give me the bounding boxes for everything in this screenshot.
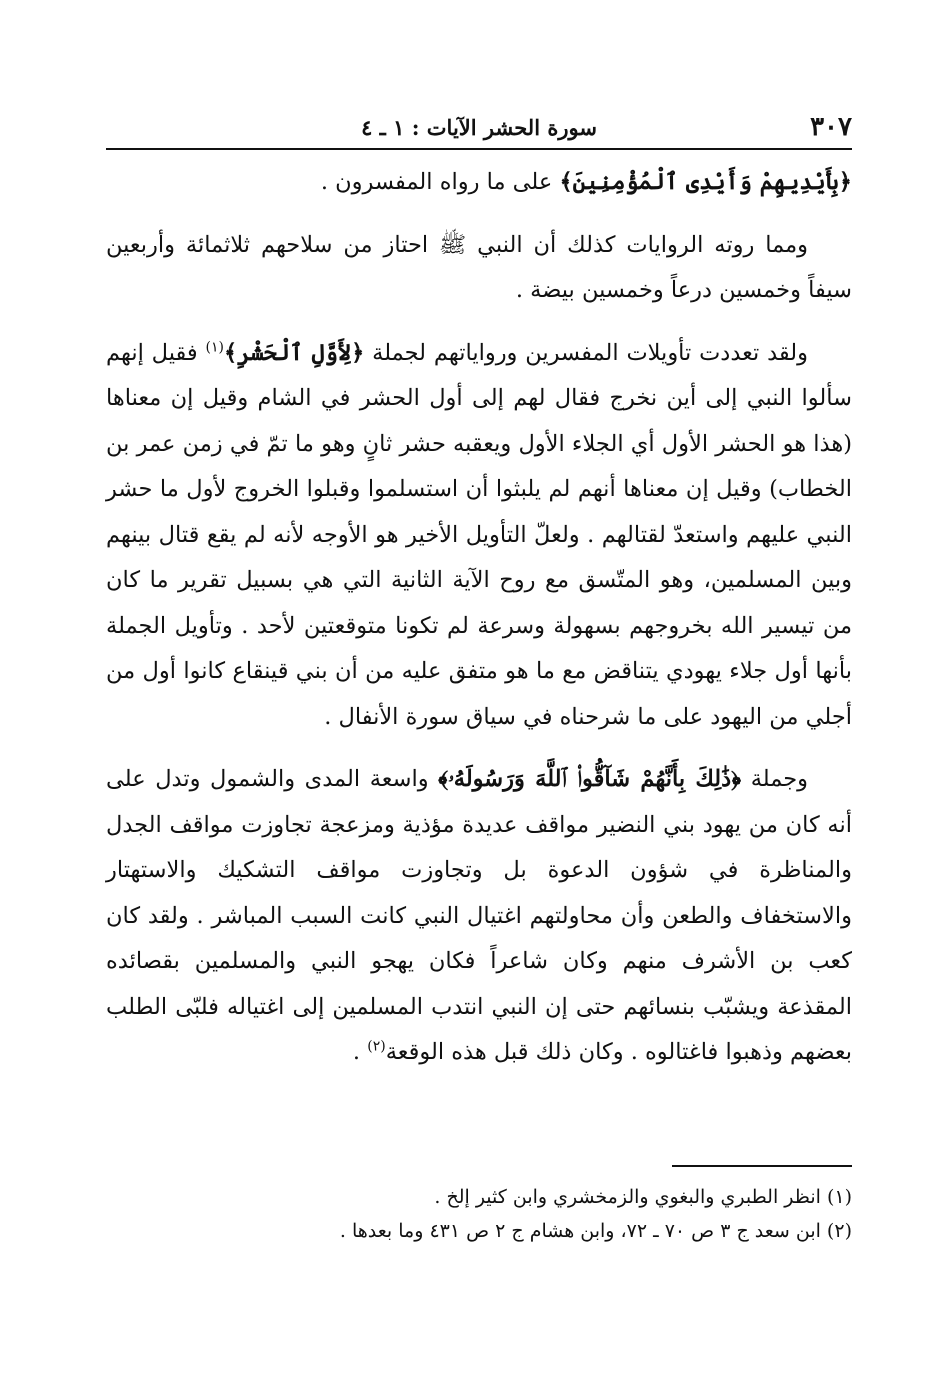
quran-verse: ﴿ذَٰلِكَ بِأَنَّهُمْ شَآقُّوا۟ ٱللَّهَ وَرَسُولَهُۥ﴾ bbox=[438, 766, 742, 792]
paragraph-3 bbox=[106, 331, 852, 741]
paragraph-text: على ما رواه المفسرون . bbox=[320, 169, 553, 195]
footnote-ref-1[interactable]: (١) bbox=[205, 339, 224, 355]
quran-verse: ﴿لِأَوَّلِ ٱلْحَشْرِ﴾ bbox=[223, 339, 365, 366]
paragraph-text: وجملة bbox=[750, 766, 809, 792]
main-text bbox=[106, 160, 852, 1076]
footnotes bbox=[106, 1180, 852, 1248]
paragraph-4 bbox=[106, 757, 852, 1076]
paragraph-text: فقيل إنهم سألوا النبي إلى أين نخرج فقال لهم إلى أول الحشر في الشام وقيل إن معناها (هذا هو الحشر الأول أي الجلاء الأول ويعقبه حشر ثانٍ وهو ما تمّ في زمن عمر بن الخطاب) وقيل إن معناها أنهم لم يلبثوا أن استسلموا وقبلوا الخروج لأول ما حشر النبي عليهم واستعدّ لقتالهم . ولعلّ التأويل الأخير هو الأوجه لأنه لم يقع قتال بينهم وبين المسلمين، وهو المتّسق مع روح الآية الثانية التي هي بسبيل تقرير ما كان من تيسير الله بخروجهم بسهولة وسرعة لم تكونا متوقعتين لأحد . وتأويل الجملة بأنها أول جلاء يهودي يتناقض مع ما هو متفق عليه من أن بني قينقاع كانوا أول من أجلي من اليهود على ما شرحناه في سياق سورة الأنفال . bbox=[106, 339, 852, 730]
paragraph-1 bbox=[106, 160, 852, 206]
quran-verse: ﴿بِأَيْدِيهِمْ وَأَيْدِى ٱلْمُؤْمِنِينَ﴾ bbox=[559, 169, 852, 195]
paragraph-text: واسعة المدى والشمول وتدل على أنه كان من يهود بني النضير مواقف عديدة مؤذية ومزعجة تجاوزت مواقف الجدل والمناظرة في شؤون الدعوة بل وتجاوزت مواقف التشكيك والاستهتار والاستخفاف والطعن وأن محاولتهم اغتيال النبي كانت السبب المباشر . ولقد كان كعب بن الأشرف منهم وكان شاعراً فكان يهجو النبي والمسلمين بقصائده المقذعة ويشبّب بنسائهم حتى إن النبي انتدب المسلمين إلى اغتياله فلبّى الطلب بعضهم وذهبوا فاغتالوه . وكان ذلك قبل هذه الوقعة bbox=[106, 766, 852, 1065]
page-number: ٣٠٧ bbox=[810, 112, 852, 142]
running-title: سورة الحشر الآيات : ١ ـ ٤ bbox=[361, 115, 597, 140]
footnote-ref-2[interactable]: (٢) bbox=[367, 1038, 386, 1055]
page-header bbox=[106, 108, 852, 150]
footnote-1: (١) انظر الطبري والبغوي والزمخشري وابن كثير إلخ . bbox=[434, 1186, 852, 1208]
paragraph-end: . bbox=[352, 1039, 361, 1065]
footnote-separator bbox=[672, 1165, 852, 1167]
paragraph-text: ولقد تعددت تأويلات المفسرين ورواياتهم لجملة bbox=[372, 339, 808, 366]
paragraph-2: ومما روته الروايات كذلك أن النبي ﷺ احتاز من سلاحهم ثلاثمائة وأربعين سيفاً وخمسين درعاً وخمسين بيضة . bbox=[106, 231, 852, 303]
footnote-2: (٢) ابن سعد ج ٣ ص ٧٠ ـ ٧٢، وابن هشام ج ٢ ص ٤٣١ وما بعدها . bbox=[339, 1220, 852, 1242]
